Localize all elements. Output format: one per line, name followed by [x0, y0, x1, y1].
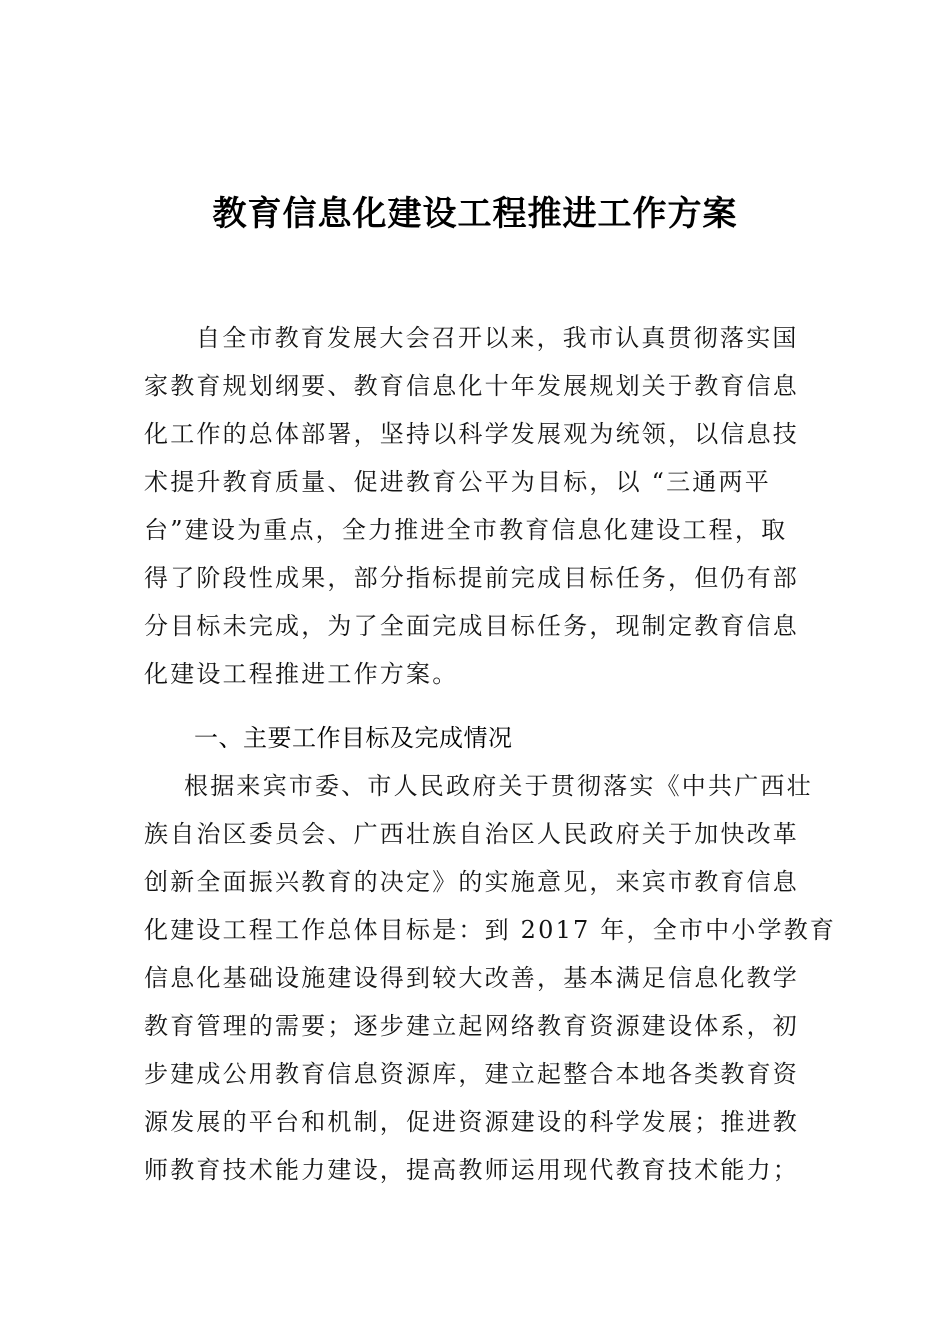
section-heading: 一、主要工作目标及完成情况	[194, 724, 513, 752]
paragraph-line: 族自治区委员会、广西壮族自治区人民政府关于加快改革	[144, 820, 799, 848]
paragraph-line: 创新全面振兴教育的决定》的实施意见，来宾市教育信息	[144, 868, 799, 896]
paragraph-line: 家教育规划纲要、教育信息化十年发展规划关于教育信息	[144, 372, 799, 400]
paragraph-line: 化建设工程推进工作方案。	[144, 660, 459, 688]
paragraph-line: 自全市教育发展大会召开以来，我市认真贯彻落实国	[196, 324, 799, 352]
paragraph-line: 术提升教育质量、促进教育公平为目标，以 “三通两平	[144, 468, 771, 496]
paragraph-line: 师教育技术能力建设，提高教师运用现代教育技术能力；	[144, 1156, 799, 1184]
paragraph-line: 根据来宾市委、市人民政府关于贯彻落实《中共广西壮	[184, 772, 813, 800]
paragraph-line: 化建设工程工作总体目标是：到 2017 年，全市中小学教育	[144, 916, 837, 944]
paragraph-line: 教育管理的需要；逐步建立起网络教育资源建设体系，初	[144, 1012, 799, 1040]
paragraph-line: 信息化基础设施建设得到较大改善，基本满足信息化教学	[144, 964, 799, 992]
document-title: 教育信息化建设工程推进工作方案	[212, 194, 738, 234]
paragraph-line: 步建成公用教育信息资源库，建立起整合本地各类教育资	[144, 1060, 799, 1088]
paragraph-line: 得了阶段性成果，部分指标提前完成目标任务，但仍有部	[144, 564, 799, 592]
paragraph-line: 分目标未完成，为了全面完成目标任务，现制定教育信息	[144, 612, 799, 640]
paragraph-line: 化工作的总体部署，坚持以科学发展观为统领，以信息技	[144, 420, 799, 448]
paragraph-line: 台”建设为重点，全力推进全市教育信息化建设工程，取	[144, 516, 788, 544]
paragraph-line: 源发展的平台和机制，促进资源建设的科学发展；推进教	[144, 1108, 799, 1136]
